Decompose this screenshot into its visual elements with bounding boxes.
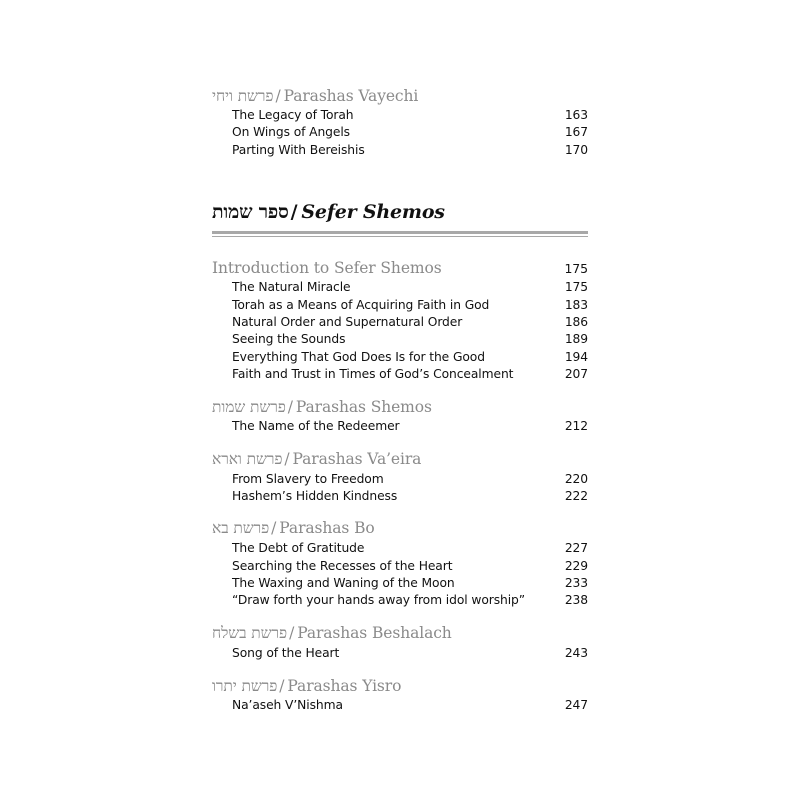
entry-title: From Slavery to Freedom bbox=[232, 472, 384, 486]
entry-title: The Debt of Gratitude bbox=[232, 541, 365, 555]
entry-title: Song of the Heart bbox=[232, 646, 340, 660]
section-heading-vaeira bbox=[212, 449, 588, 469]
entry-title: The Name of the Redeemer bbox=[232, 419, 400, 433]
entry-title: “Draw forth your hands away from idol worship” bbox=[232, 593, 525, 607]
section-heading-introduction bbox=[212, 258, 588, 278]
entry-title: Natural Order and Supernatural Order bbox=[232, 315, 463, 329]
entry-page: 189 bbox=[564, 332, 588, 346]
entry-page: 243 bbox=[564, 646, 588, 660]
entry-title: On Wings of Angels bbox=[232, 125, 350, 139]
heading-separator: / bbox=[279, 677, 285, 695]
entry-title: The Waxing and Waning of the Moon bbox=[232, 576, 455, 590]
toc-entry[interactable] bbox=[232, 540, 588, 557]
heading-separator: / bbox=[289, 624, 295, 642]
entry-page: 212 bbox=[564, 419, 588, 433]
toc-entry[interactable] bbox=[232, 107, 588, 124]
heading-separator: / bbox=[284, 450, 290, 468]
toc-entry[interactable] bbox=[232, 592, 588, 609]
heading-hebrew: פרשת ויחי bbox=[212, 87, 274, 105]
entry-title: Torah as a Means of Acquiring Faith in God bbox=[232, 298, 490, 312]
toc-entry[interactable] bbox=[232, 297, 588, 314]
entry-page: 229 bbox=[564, 559, 588, 573]
toc-entry[interactable] bbox=[232, 418, 588, 435]
toc-entry[interactable] bbox=[232, 331, 588, 348]
entry-page: 220 bbox=[564, 472, 588, 486]
heading-hebrew: פרשת שמות bbox=[212, 398, 286, 416]
entry-title: Seeing the Sounds bbox=[232, 332, 346, 346]
entry-title: Searching the Recesses of the Heart bbox=[232, 559, 453, 573]
toc-entry[interactable] bbox=[232, 488, 588, 505]
heading-separator: / bbox=[275, 87, 281, 105]
heading-english: Introduction to Sefer Shemos bbox=[212, 259, 442, 277]
entry-page: 175 bbox=[564, 280, 588, 294]
entry-page: 247 bbox=[564, 698, 588, 712]
entry-page: 207 bbox=[564, 367, 588, 381]
heading-page: 175 bbox=[564, 261, 588, 276]
toc-entry[interactable] bbox=[232, 314, 588, 331]
entry-page: 163 bbox=[564, 108, 588, 122]
heading-rule-thick bbox=[212, 231, 588, 234]
entry-title: The Natural Miracle bbox=[232, 280, 351, 294]
entry-page: 233 bbox=[564, 576, 588, 590]
heading-english: Parashas Bo bbox=[279, 519, 375, 537]
heading-english: Parashas Vayechi bbox=[283, 87, 419, 105]
heading-english: Parashas Yisro bbox=[287, 677, 402, 695]
section-heading-beshalach bbox=[212, 623, 588, 643]
heading-rule-thin bbox=[212, 236, 588, 237]
entry-title: Faith and Trust in Times of God’s Concealment bbox=[232, 367, 514, 381]
heading-separator: / bbox=[271, 519, 277, 537]
heading-hebrew: פרשת יתרו bbox=[212, 677, 278, 695]
toc-entry[interactable] bbox=[232, 558, 588, 575]
toc-entry[interactable] bbox=[232, 575, 588, 592]
toc-entry[interactable] bbox=[232, 697, 588, 714]
book-heading-english: Sefer Shemos bbox=[301, 201, 445, 223]
toc-entry[interactable] bbox=[232, 471, 588, 488]
section-heading-yisro bbox=[212, 676, 588, 696]
toc-entry[interactable] bbox=[232, 349, 588, 366]
entry-page: 227 bbox=[564, 541, 588, 555]
entry-title: Hashem’s Hidden Kindness bbox=[232, 489, 398, 503]
book-heading-hebrew: ספר שמות bbox=[212, 201, 289, 223]
toc-entry[interactable] bbox=[232, 366, 588, 383]
entry-page: 222 bbox=[564, 489, 588, 503]
section-heading-shemos bbox=[212, 397, 588, 417]
heading-english: Parashas Shemos bbox=[295, 398, 432, 416]
entry-title: Everything That God Does Is for the Good bbox=[232, 350, 485, 364]
heading-hebrew: פרשת בא bbox=[212, 519, 270, 537]
book-heading bbox=[212, 199, 588, 225]
toc-entry[interactable] bbox=[232, 142, 588, 159]
section-heading-vayechi bbox=[212, 86, 588, 106]
entry-page: 194 bbox=[564, 350, 588, 364]
entry-page: 167 bbox=[564, 125, 588, 139]
entry-title: The Legacy of Torah bbox=[232, 108, 354, 122]
table-of-contents bbox=[212, 0, 588, 800]
toc-entry[interactable] bbox=[232, 279, 588, 296]
entry-page: 170 bbox=[564, 143, 588, 157]
toc-entry[interactable] bbox=[232, 124, 588, 141]
entry-page: 186 bbox=[564, 315, 588, 329]
heading-separator: / bbox=[287, 398, 293, 416]
entry-page: 238 bbox=[564, 593, 588, 607]
heading-english: Parashas Beshalach bbox=[297, 624, 452, 642]
entry-title: Parting With Bereishis bbox=[232, 143, 365, 157]
entry-title: Na’aseh V’Nishma bbox=[232, 698, 343, 712]
heading-english: Parashas Va’eira bbox=[292, 450, 422, 468]
toc-entry[interactable] bbox=[232, 645, 588, 662]
book-heading-separator: / bbox=[290, 201, 298, 223]
section-heading-bo bbox=[212, 518, 588, 538]
heading-hebrew: פרשת בשלח bbox=[212, 624, 288, 642]
entry-page: 183 bbox=[564, 298, 588, 312]
heading-hebrew: פרשת וארא bbox=[212, 450, 283, 468]
